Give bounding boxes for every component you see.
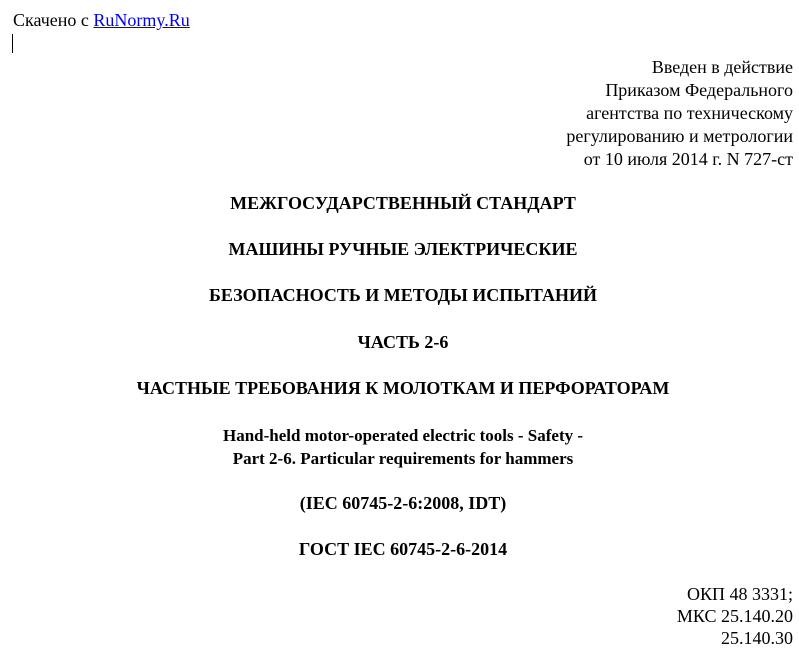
enactment-line: от 10 июля 2014 г. N 727-ст [583, 149, 793, 169]
part-heading: ЧАСТЬ 2-6 [357, 332, 449, 352]
source-line [13, 9, 190, 31]
english-title [0, 424, 799, 470]
part-title-heading: ЧАСТНЫЕ ТРЕБОВАНИЯ К МОЛОТКАМ И ПЕРФОРАТОРАМ [136, 378, 670, 398]
standard-type-heading: МЕЖГОСУДАРСТВЕННЫЙ СТАНДАРТ [230, 193, 576, 213]
enactment-line: Приказом Федерального [605, 80, 793, 100]
classification-codes [677, 583, 793, 649]
english-title-line2: Part 2-6. Particular requirements for hammers [232, 449, 574, 468]
enactment-block [566, 56, 793, 171]
source-prefix: Скачено с [13, 10, 94, 30]
text-cursor [12, 34, 13, 53]
gost-number: ГОСТ IEC 60745-2-6-2014 [298, 539, 508, 559]
iec-reference: (IEC 60745-2-6:2008, IDT) [299, 493, 507, 513]
enactment-line: агентства по техническому [586, 103, 793, 123]
title-heading-line2: БЕЗОПАСНОСТЬ И МЕТОДЫ ИСПЫТАНИЙ [208, 285, 598, 305]
title-heading-line1: МАШИНЫ РУЧНЫЕ ЭЛЕКТРИЧЕСКИЕ [228, 239, 578, 259]
enactment-line: Введен в действие [651, 57, 793, 77]
english-title-line1: Hand-held motor-operated electric tools - Safety - [222, 426, 584, 445]
okp-code: ОКП 48 3331; [686, 584, 793, 604]
runormy-link[interactable]: RuNormy.Ru [93, 10, 190, 30]
mks-code-secondary: 25.140.30 [721, 628, 793, 648]
enactment-line: регулированию и метрологии [566, 126, 793, 146]
mks-code: МКС 25.140.20 [676, 606, 793, 626]
